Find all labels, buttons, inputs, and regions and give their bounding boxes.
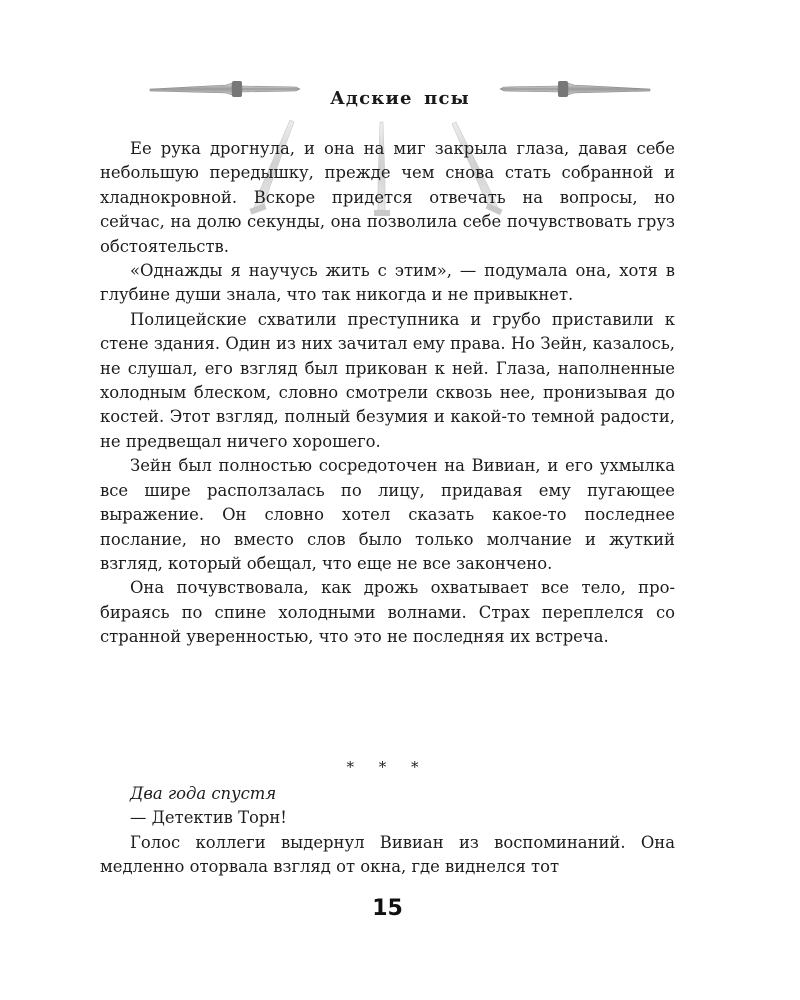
paragraph: Она почувствовала, как дрожь охватывает все тело, пробираясь по спине холодными волнами. Страх переплелся со странной уверенностью, что это не последняя их встреча. — [100, 578, 675, 647]
paragraph: «Однажды я научусь жить с этим», — подумала она, хотя в глубине души знала, что так никогда и не привыкнет. — [100, 261, 675, 305]
paragraph: Ее рука дрогнула, и она на миг закрыла глаза, давая себе небольшую передышку, прежде чем снова стать собранной и хладнокровной. Вскоре придется отвечать на вопросы, но сейчас, на долю секунды, она позволила себе почувствовать груз обстоятельств. — [100, 139, 675, 256]
section-separator: * * * — [346, 758, 429, 776]
time-heading: Два года спустя — [130, 784, 277, 803]
paragraph: Голос коллеги выдернул Вивиан из воспоминаний. Она медленно оторвала взгляд от окна, где виднелся тот — [100, 832, 675, 877]
main-text — [100, 137, 675, 650]
dialogue-line: — Детектив Торн! — [130, 808, 287, 828]
page-number: 15 — [372, 896, 403, 921]
continued-text — [100, 782, 675, 880]
paragraph: Зейн был полностью сосредоточен на Вивиан, и его ухмылка все шире расползалась по лицу, придавая ему пугающее выражение. Он словно хотел сказать какое-то последнее послание, но вместо слов было только молчание и жуткий взгляд, который обещал, что еще не все закончено. — [100, 456, 675, 573]
running-title: Адские псы — [330, 88, 470, 109]
paragraph: Полицейские схватили преступника и грубо приставили к стене здания. Один из них зачитал ему права. Но Зейн, казалось, не слушал, его взгляд был прикован к ней. Глаза, наполненные холодным блеском, словно смотрели сквозь нее, пронизывая до костей. Этот взгляд, полный безумия и какой-то темной радости, не предвещал ничего хорошего. — [100, 309, 675, 451]
